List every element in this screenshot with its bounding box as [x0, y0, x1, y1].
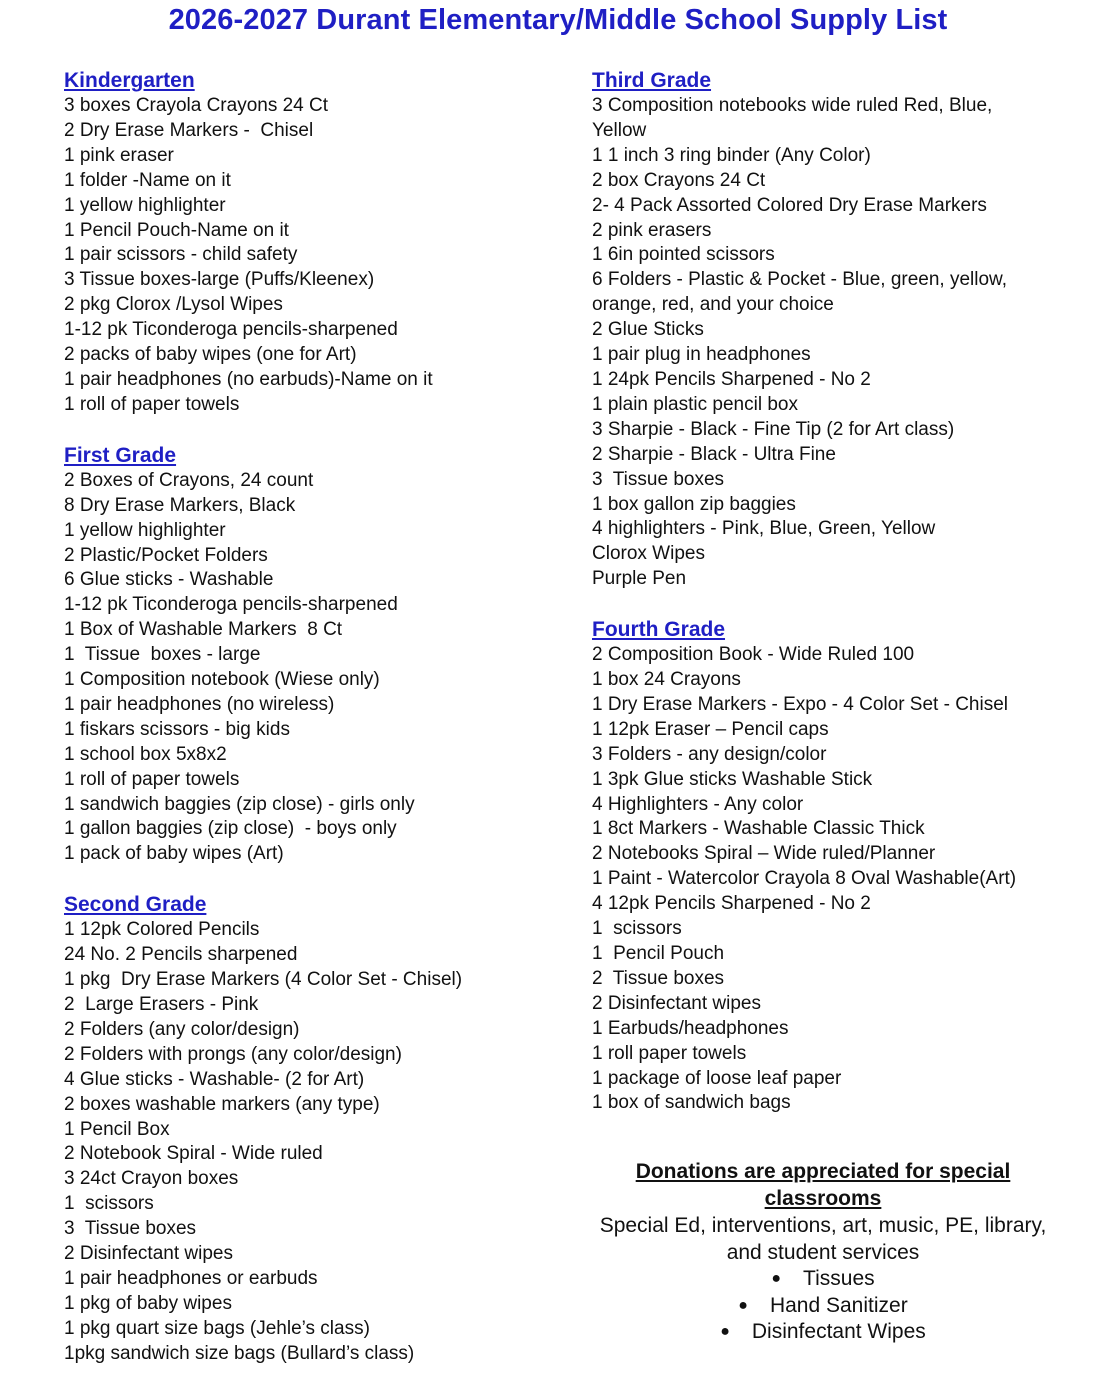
supply-item: 1 roll of paper towels: [64, 393, 240, 415]
supply-list: [64, 94, 564, 418]
supply-item: 1 plain plastic pencil box: [592, 393, 798, 415]
supply-item: 2 Sharpie - Black - Ultra Fine: [592, 443, 836, 465]
supply-item: 1 Pencil Pouch-Name on it: [64, 219, 289, 241]
supply-item: 1-12 pk Ticonderoga pencils-sharpened: [64, 319, 398, 341]
section-heading: Kindergarten: [64, 69, 195, 92]
section-kindergarten: [64, 68, 564, 418]
donation-item: [592, 1293, 1054, 1320]
donation-item-label: Hand Sanitizer: [769, 1293, 908, 1317]
supply-item: 2 Disinfectant wipes: [592, 992, 761, 1014]
supply-item: Purple Pen: [592, 568, 687, 590]
supply-item: 6 Folders - Plastic & Pocket - Blue, green, yellow,: [592, 269, 1008, 291]
supply-item: 1-12 pk Ticonderoga pencils-sharpened: [64, 594, 398, 616]
supply-item: 1 6in pointed scissors: [592, 244, 775, 266]
supply-item: 1 sandwich baggies (zip close) - girls only: [64, 793, 415, 815]
supply-item: 1 pair headphones (no wireless): [64, 693, 335, 715]
supply-item: 1 8ct Markers - Washable Classic Thick: [592, 818, 925, 840]
supply-item: Yellow: [592, 119, 647, 141]
supply-item: 2 boxes washable markers (any type): [64, 1093, 380, 1115]
bullet-icon: ●: [771, 1270, 782, 1287]
supply-item: 1 scissors: [64, 1193, 154, 1215]
donations-box: [592, 1158, 1054, 1346]
supply-item: 1 roll of paper towels: [64, 768, 240, 790]
supply-item: 1 Pencil Box: [64, 1118, 170, 1140]
supply-item: 2 Notebooks Spiral – Wide ruled/Planner: [592, 843, 936, 865]
supply-item: 3 Tissue boxes: [64, 1218, 197, 1240]
supply-item: 1 1 inch 3 ring binder (Any Color): [592, 144, 871, 166]
section-fourth-grade: [592, 617, 1092, 1116]
section-heading: Third Grade: [592, 69, 712, 92]
supply-item: 3 Folders - any design/color: [592, 743, 827, 765]
supply-item: 6 Glue sticks - Washable: [64, 569, 274, 591]
supply-item: 3 24ct Crayon boxes: [64, 1168, 239, 1190]
section-second-grade: [64, 892, 564, 1366]
supply-item: 1 24pk Pencils Sharpened - No 2: [592, 368, 871, 390]
donation-item-label: Disinfectant Wipes: [751, 1320, 926, 1343]
supply-item: 1 fiskars scissors - big kids: [64, 718, 290, 740]
supply-item: 4 12pk Pencils Sharpened - No 2: [592, 893, 871, 915]
supply-item: 1 Box of Washable Markers 8 Ct: [64, 619, 343, 641]
supply-item: 1 pkg quart size bags (Jehle’s class): [64, 1317, 370, 1339]
supply-item: 2- 4 Pack Assorted Colored Dry Erase Markers: [592, 194, 987, 216]
section-heading: Fourth Grade: [592, 618, 726, 642]
supply-item: 4 highlighters - Pink, Blue, Green, Yellow: [592, 518, 936, 540]
supply-item: 1 Tissue boxes - large: [64, 644, 261, 666]
supply-item: 3 boxes Crayola Crayons 24 Ct: [64, 95, 329, 116]
section-heading: Second Grade: [64, 893, 207, 917]
supply-item: 3 Tissue boxes-large (Puffs/Kleenex): [64, 269, 375, 291]
supply-item: 1 package of loose leaf paper: [592, 1067, 842, 1089]
supply-list: [64, 469, 564, 868]
supply-item: 1 Composition notebook (Wiese only): [64, 669, 380, 691]
bullet-icon: ●: [720, 1323, 730, 1340]
bullet-icon: ●: [738, 1296, 748, 1314]
supply-item: 1 scissors: [592, 918, 682, 940]
supply-list: [592, 94, 1092, 592]
supply-list: [592, 643, 1092, 1116]
section-heading: First Grade: [64, 443, 177, 467]
supply-item: 1 pack of baby wipes (Art): [64, 843, 284, 865]
donation-item: [592, 1319, 1054, 1346]
supply-item: Clorox Wipes: [592, 543, 705, 565]
supply-item: 1 box 24 Crayons: [592, 669, 741, 691]
supply-item: 1 box gallon zip baggies: [592, 493, 796, 515]
supply-item: 3 Sharpie - Black - Fine Tip (2 for Art class): [592, 418, 955, 440]
supply-item: 1 yellow highlighter: [64, 519, 226, 541]
supply-item: 1 Earbuds/headphones: [592, 1017, 789, 1039]
supply-item: 1 pair scissors - child safety: [64, 244, 298, 266]
supply-item: 1 pkg Dry Erase Markers (4 Color Set - Chisel): [64, 969, 463, 991]
donation-item-label: Tissues: [803, 1267, 875, 1290]
supply-item: 2 Plastic/Pocket Folders: [64, 544, 268, 566]
supply-item: 3 Composition notebooks wide ruled Red, Blue,: [592, 95, 993, 116]
supply-item: 2 pkg Clorox /Lysol Wipes: [64, 294, 283, 316]
donation-item: [592, 1266, 1054, 1293]
supply-item: 2 Disinfectant wipes: [64, 1243, 233, 1265]
supply-item: 1 pair plug in headphones: [592, 344, 811, 366]
supply-item: 1 pink eraser: [64, 144, 174, 166]
supply-item: 1 roll paper towels: [592, 1042, 747, 1064]
donations-text: Special Ed, interventions, art, music, PE, library, and student services: [599, 1214, 1047, 1264]
left-column: [64, 66, 564, 1392]
supply-item: 2 Folders with prongs (any color/design): [64, 1043, 402, 1065]
supply-item: 2 Folders (any color/design): [64, 1018, 300, 1040]
supply-item: 1 Paint - Watercolor Crayola 8 Oval Washable(Art): [592, 868, 1017, 890]
supply-item: 1 Pencil Pouch: [592, 943, 725, 964]
supply-item: 1 Dry Erase Markers - Expo - 4 Color Set - Chisel: [592, 693, 1009, 715]
supply-item: 1 yellow highlighter: [64, 194, 226, 216]
supply-item: 2 pink erasers: [592, 219, 712, 241]
supply-item: 1 pkg of baby wipes: [64, 1292, 232, 1314]
supply-item: 3 Tissue boxes: [592, 468, 725, 490]
supply-item: orange, red, and your choice: [592, 294, 834, 316]
supply-item: 2 box Crayons 24 Ct: [592, 169, 766, 191]
supply-item: 1 pair headphones (no earbuds)-Name on it: [64, 368, 433, 390]
supply-item: 1pkg sandwich size bags (Bullard’s class): [64, 1342, 415, 1364]
supply-item: 1 box of sandwich bags: [592, 1092, 791, 1114]
supply-item: 24 No. 2 Pencils sharpened: [64, 944, 298, 966]
supply-item: 1 school box 5x8x2: [64, 743, 227, 765]
supply-item: 1 folder -Name on it: [64, 169, 231, 191]
supply-item: 2 Glue Sticks: [592, 319, 704, 341]
supply-item: 1 gallon baggies (zip close) - boys only: [64, 818, 397, 840]
supply-item: 8 Dry Erase Markers, Black: [64, 494, 296, 516]
supply-item: 1 12pk Eraser – Pencil caps: [592, 718, 829, 740]
supply-item: 2 Notebook Spiral - Wide ruled: [64, 1143, 323, 1165]
supply-item: 4 Highlighters - Any color: [592, 793, 804, 815]
supply-item: 2 Large Erasers - Pink: [64, 994, 259, 1015]
supply-item: 2 Dry Erase Markers - Chisel: [64, 119, 314, 141]
supply-item: 2 Tissue boxes: [592, 967, 725, 989]
donations-bullet-list: [592, 1266, 1054, 1346]
donations-heading: Donations are appreciated for special classrooms: [635, 1160, 1011, 1210]
supply-item: 2 Composition Book - Wide Ruled 100: [592, 644, 915, 666]
supply-item: 1 12pk Colored Pencils: [64, 919, 260, 941]
section-third-grade: [592, 68, 1092, 592]
supply-item: 1 pair headphones or earbuds: [64, 1267, 318, 1289]
section-first-grade: [64, 443, 564, 868]
right-column: [592, 66, 1092, 1141]
supply-list: [64, 918, 564, 1366]
page-title: 2026-2027 Durant Elementary/Middle School Supply List: [168, 4, 948, 36]
supply-item: 1 3pk Glue sticks Washable Stick: [592, 768, 873, 790]
supply-item: 2 Boxes of Crayons, 24 count: [64, 469, 314, 491]
supply-item: 2 packs of baby wipes (one for Art): [64, 344, 357, 366]
supply-item: 4 Glue sticks - Washable- (2 for Art): [64, 1068, 365, 1090]
